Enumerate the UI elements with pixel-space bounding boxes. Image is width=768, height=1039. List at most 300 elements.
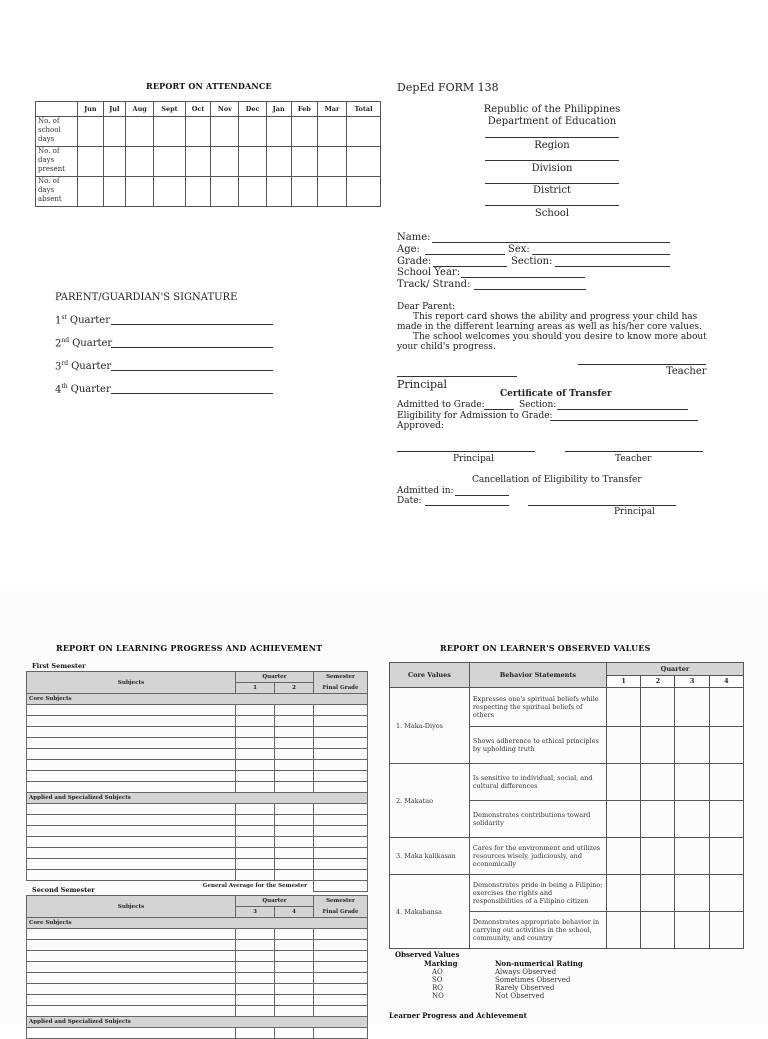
general-average-cell[interactable] [314,881,368,892]
quarter-header: Quarter [606,663,743,676]
transfer-title: Certificate of Transfer [500,389,612,399]
quarter-grade-cell[interactable] [236,870,275,881]
subject-name-cell[interactable] [27,749,236,760]
transfer-teacher-line[interactable] [565,451,703,452]
attendance-cell[interactable] [347,117,381,147]
quarter-signature-label [55,314,110,326]
school-field[interactable] [485,205,619,206]
attendance-cell[interactable] [103,117,125,147]
section-row [27,918,368,929]
attendance-cell[interactable] [317,147,346,177]
value-rating-cell[interactable] [675,801,709,838]
section-row [27,793,368,804]
quarter-grade-cell[interactable] [236,782,275,793]
value-rating-cell[interactable] [606,764,640,801]
attendance-cell[interactable] [185,117,211,147]
eligibility-label: Eligibility for Admission to Grade: [397,411,553,421]
subject-row [27,771,368,782]
attendance-cell[interactable] [239,147,266,177]
value-rating-cell[interactable] [675,912,709,949]
attendance-title: REPORT ON ATTENDANCE [146,81,272,91]
quarter-grade-cell[interactable] [236,815,275,826]
value-rating-cell[interactable] [606,875,640,912]
legend-rating: Always Observed [495,968,557,976]
legend-marking: AO [432,968,443,976]
legend-item [395,976,583,984]
subjects-header: Subjects [27,672,236,694]
quarter-ordinal: rd [61,360,69,367]
subject-name-cell[interactable] [27,826,236,837]
core-value-label: 1. Maka-Diyos [390,688,470,764]
rating-header: Non-numerical Rating [495,959,583,968]
legend-item [395,984,583,992]
quarter-1-header: 1 [606,675,640,688]
quarter-grade-cell[interactable] [236,951,275,962]
quarter-grade-cell[interactable] [275,705,314,716]
month-header: Jul [103,102,125,117]
subject-name-cell[interactable] [27,1006,236,1017]
quarter-grade-cell[interactable] [236,749,275,760]
applied-subjects-label: Applied and Specialized Subjects [27,793,368,804]
section-row [27,694,368,705]
value-rating-cell[interactable] [709,801,743,838]
quarter-grade-cell[interactable] [275,760,314,771]
teacher-signature-line[interactable] [578,364,706,365]
quarter-3-header: 3 [236,907,275,918]
subject-name-cell[interactable] [27,782,236,793]
quarter-grade-cell[interactable] [275,782,314,793]
subject-row [27,826,368,837]
legend-rating: Rarely Observed [495,984,555,992]
learning-title: REPORT ON LEARNING PROGRESS AND ACHIEVEMENT [56,643,323,653]
quarter-grade-cell[interactable] [236,738,275,749]
attendance-cell[interactable] [317,117,346,147]
attendance-cell[interactable] [103,147,125,177]
final-grade-cell[interactable] [314,962,368,973]
quarter-grade-cell[interactable] [275,716,314,727]
behavior-statements-header: Behavior Statements [469,663,606,688]
legend-header-row [395,959,583,968]
attendance-cell[interactable] [211,177,239,207]
quarter-3-header: 3 [675,675,709,688]
final-grade-cell[interactable] [314,815,368,826]
attendance-corner-cell [36,102,78,117]
month-header: Nov [211,102,239,117]
value-rating-cell[interactable] [641,727,675,764]
eligibility-field[interactable] [550,420,698,421]
quarter-grade-cell[interactable] [275,962,314,973]
legend-marking: SO [432,976,443,984]
quarter-grade-cell[interactable] [275,837,314,848]
attendance-cell[interactable] [154,147,185,177]
value-rating-cell[interactable] [709,912,743,949]
quarter-grade-cell[interactable] [236,929,275,940]
final-grade-cell[interactable] [314,837,368,848]
attendance-cell[interactable] [266,147,291,177]
quarter-grade-cell[interactable] [236,826,275,837]
final-grade-cell[interactable] [314,738,368,749]
quarter-grade-cell[interactable] [236,984,275,995]
quarter-signature-label [55,383,111,395]
subjects-header: Subjects [27,896,236,918]
behavior-statement: Is sensitive to individual, social, and cultural differences [469,764,606,801]
subject-name-cell[interactable] [27,984,236,995]
attendance-cell[interactable] [239,177,266,207]
second-semester-table [26,895,368,1039]
month-header: Mar [317,102,346,117]
quarter-grade-cell[interactable] [275,727,314,738]
quarter-grade-cell[interactable] [236,962,275,973]
department-label: Department of Education [487,116,617,127]
attendance-row [36,147,381,177]
subject-row [27,859,368,870]
quarter-2-header: 2 [275,683,314,694]
subject-row [27,1006,368,1017]
value-rating-cell[interactable] [641,838,675,875]
core-subjects-label: Core Subjects [27,918,368,929]
subject-name-cell[interactable] [27,837,236,848]
subject-name-cell[interactable] [27,951,236,962]
attendance-row-label: No. of school days [36,117,78,147]
value-rating-cell[interactable] [675,875,709,912]
subject-row [27,995,368,1006]
principal-signature-line[interactable] [397,376,517,377]
letter-paragraph2-line2: your child's progress. [397,342,496,352]
quarter-signature-field[interactable] [111,370,273,371]
subject-name-cell[interactable] [27,760,236,771]
subject-row [27,951,368,962]
quarter-grade-cell[interactable] [275,1028,314,1039]
teacher-label: Teacher [666,366,707,377]
final-grade-cell[interactable] [314,705,368,716]
district-field[interactable] [485,183,619,184]
value-rating-cell[interactable] [641,688,675,727]
letter-paragraph1-line1: This report card shows the ability and progress your child has [413,312,698,322]
subject-name-cell[interactable] [27,716,236,727]
subject-name-cell[interactable] [27,848,236,859]
attendance-cell[interactable] [211,147,239,177]
final-grade-cell[interactable] [314,1028,368,1039]
learner-progress-title: Learner Progress and Achievement [389,1011,527,1020]
attendance-cell[interactable] [291,177,317,207]
attendance-cell[interactable] [185,177,211,207]
quarter-4-header: 4 [709,675,743,688]
quarter-4-header: 4 [275,907,314,918]
subject-name-cell[interactable] [27,940,236,951]
quarter-signature-field[interactable] [111,324,273,325]
subject-name-cell[interactable] [27,973,236,984]
final-grade-cell[interactable] [314,826,368,837]
first-semester-label: First Semester [32,662,86,670]
attendance-row-label: No. of days absent [36,177,78,207]
subject-name-cell[interactable] [27,929,236,940]
final-grade-cell[interactable] [314,984,368,995]
value-rating-cell[interactable] [675,688,709,727]
republic-label: Republic of the Philippines [483,104,621,115]
value-rating-cell[interactable] [606,801,640,838]
attendance-cell[interactable] [78,117,104,147]
quarter-grade-cell[interactable] [236,771,275,782]
letter-paragraph2-line1: The school welcomes you should you desire to know more about [413,332,707,342]
letter-salutation: Dear Parent: [397,302,456,312]
final-grade-cell[interactable] [314,951,368,962]
final-grade-header-1: Semester [314,896,368,907]
marking-header: Marking [424,959,458,968]
form-number: DepEd FORM 138 [397,81,499,94]
values-header-row [390,663,744,676]
behavior-statement: Demonstrates pride in being a Filipino; exercises the rights and responsibilities of a Filipino citizen [469,875,606,912]
track-strand-field[interactable] [474,289,586,290]
transfer-section-field[interactable] [557,409,688,410]
subject-row [27,738,368,749]
attendance-row [36,177,381,207]
transfer-section-label: Section: [519,400,557,410]
subject-row [27,1028,368,1039]
age-label: Age: [397,244,420,255]
attendance-cell[interactable] [347,177,381,207]
quarter-word: Quarter [71,361,112,373]
subject-name-cell[interactable] [27,1028,236,1039]
quarter-grade-cell[interactable] [236,716,275,727]
quarter-grade-cell[interactable] [236,995,275,1006]
final-grade-cell[interactable] [314,973,368,984]
subject-row [27,870,368,881]
final-grade-header-1: Semester [314,672,368,683]
quarter-grade-cell[interactable] [236,1006,275,1017]
subject-row [27,984,368,995]
attendance-cell[interactable] [78,147,104,177]
admitted-in-field[interactable] [455,495,509,496]
cancellation-title: Cancellation of Eligibility to Transfer [472,475,642,485]
quarter-number: 2 [55,338,62,350]
quarter-grade-cell[interactable] [275,859,314,870]
final-grade-cell[interactable] [314,782,368,793]
quarter-grade-cell[interactable] [275,804,314,815]
final-grade-cell[interactable] [314,727,368,738]
quarter-grade-cell[interactable] [275,1006,314,1017]
quarter-word: Quarter [69,315,110,327]
transfer-teacher-label: Teacher [615,454,652,464]
quarter-grade-cell[interactable] [275,738,314,749]
value-rating-cell[interactable] [641,875,675,912]
region-label: Region [534,140,570,151]
attendance-cell[interactable] [291,117,317,147]
value-rating-cell[interactable] [675,838,709,875]
quarter-signature-field[interactable] [111,393,273,394]
quarter-grade-cell[interactable] [275,951,314,962]
attendance-cell[interactable] [126,147,154,177]
subject-row [27,749,368,760]
quarter-grade-cell[interactable] [275,984,314,995]
quarter-grade-cell[interactable] [275,771,314,782]
value-rating-cell[interactable] [709,688,743,727]
subject-name-cell[interactable] [27,727,236,738]
attendance-cell[interactable] [211,117,239,147]
approved-label: Approved: [397,421,444,431]
month-header: Jan [266,102,291,117]
section-field[interactable] [555,266,670,267]
subject-row [27,716,368,727]
observed-values-legend [395,950,583,1000]
cancellation-principal-label: Principal [614,507,655,517]
attendance-cell[interactable] [126,117,154,147]
cancellation-principal-line[interactable] [528,505,676,506]
track-strand-label: Track/ Strand: [397,279,471,290]
admitted-grade-field[interactable] [484,409,514,410]
value-rating-cell[interactable] [675,764,709,801]
quarter-ordinal: th [61,383,68,390]
quarter-grade-cell[interactable] [275,995,314,1006]
legend-marking: RO [432,984,444,992]
attendance-cell[interactable] [103,177,125,207]
division-label: Division [531,163,573,174]
sex-field[interactable] [532,254,670,255]
month-header: Sept [154,102,185,117]
value-row [390,838,744,875]
core-values-header: Core Values [390,663,470,688]
quarter-grade-cell[interactable] [275,940,314,951]
quarter-header: Quarter [236,896,314,907]
quarter-signature-label [55,360,111,372]
observed-values-table [389,662,744,949]
attendance-cell[interactable] [126,177,154,207]
behavior-statement: Shows adherence to ethical principles by upholding truth [469,727,606,764]
core-value-label: 2. Makatao [390,764,470,838]
total-header: Total [347,102,381,117]
subject-name-cell[interactable] [27,771,236,782]
final-grade-cell[interactable] [314,870,368,881]
admitted-grade-label: Admitted to Grade: [397,400,485,410]
quarter-word: Quarter [70,384,111,396]
date-field[interactable] [425,505,509,506]
final-grade-cell[interactable] [314,995,368,1006]
final-grade-cell[interactable] [314,1006,368,1017]
subject-name-cell[interactable] [27,815,236,826]
value-rating-cell[interactable] [709,838,743,875]
value-rating-cell[interactable] [709,764,743,801]
value-rating-cell[interactable] [641,764,675,801]
subject-name-cell[interactable] [27,705,236,716]
value-rating-cell[interactable] [606,688,640,727]
legend-title: Observed Values [395,950,460,959]
letter-paragraph1-line2: made in the different learning areas as well as his/her core values. [397,322,702,332]
behavior-statement: Expresses one's spiritual beliefs while respecting the spiritual beliefs of others [469,688,606,727]
final-grade-cell[interactable] [314,760,368,771]
district-label: District [533,185,571,196]
quarter-grade-cell[interactable] [275,826,314,837]
general-average-label: General Average for the Semester [202,883,307,890]
school-year-field[interactable] [461,277,585,278]
attendance-cell[interactable] [291,147,317,177]
region-field[interactable] [485,137,619,138]
value-rating-cell[interactable] [641,912,675,949]
name-field[interactable] [432,242,670,243]
quarter-grade-cell[interactable] [236,848,275,859]
attendance-cell[interactable] [266,177,291,207]
value-rating-cell[interactable] [709,727,743,764]
final-grade-cell[interactable] [314,848,368,859]
value-rating-cell[interactable] [709,875,743,912]
final-grade-cell[interactable] [314,771,368,782]
quarter-grade-cell[interactable] [236,705,275,716]
quarter-grade-cell[interactable] [236,727,275,738]
quarter-grade-cell[interactable] [275,749,314,760]
legend-item [395,968,583,976]
quarter-grade-cell[interactable] [275,815,314,826]
quarter-grade-cell[interactable] [275,929,314,940]
value-rating-cell[interactable] [606,912,640,949]
subject-name-cell[interactable] [27,962,236,973]
final-grade-cell[interactable] [314,929,368,940]
month-header: Feb [291,102,317,117]
quarter-grade-cell[interactable] [236,940,275,951]
value-rating-cell[interactable] [675,727,709,764]
quarter-2-header: 2 [641,675,675,688]
final-grade-header-2: Final Grade [314,683,368,694]
school-year-label: School Year: [397,267,461,278]
behavior-statement: Demonstrates appropriate behavior in carrying out activities in the school, community, and country [469,912,606,949]
attendance-cell[interactable] [239,117,266,147]
subject-row [27,973,368,984]
attendance-cell[interactable] [154,177,185,207]
subject-name-cell[interactable] [27,804,236,815]
final-grade-cell[interactable] [314,716,368,727]
subject-row [27,782,368,793]
section-label: Section: [511,256,553,267]
quarter-number: 3 [55,361,62,373]
value-rating-cell[interactable] [606,727,640,764]
attendance-cell[interactable] [78,177,104,207]
subject-name-cell[interactable] [27,995,236,1006]
quarter-grade-cell[interactable] [236,837,275,848]
quarter-word: Quarter [72,338,113,350]
header-row [27,672,368,683]
subject-name-cell[interactable] [27,859,236,870]
attendance-cell[interactable] [347,147,381,177]
value-rating-cell[interactable] [641,801,675,838]
final-grade-cell[interactable] [314,749,368,760]
quarter-grade-cell[interactable] [236,804,275,815]
subject-name-cell[interactable] [27,870,236,881]
subject-name-cell[interactable] [27,738,236,749]
attendance-cell[interactable] [266,117,291,147]
attendance-cell[interactable] [154,117,185,147]
division-field[interactable] [485,160,619,161]
month-header: Aug [126,102,154,117]
second-semester-label: Second Semester [32,886,95,894]
final-grade-cell[interactable] [314,859,368,870]
quarter-signature-label [55,337,112,349]
quarter-signature-field[interactable] [111,347,273,348]
quarter-grade-cell[interactable] [275,848,314,859]
month-header: Jun [78,102,104,117]
subject-row [27,848,368,859]
attendance-table [35,101,381,207]
final-grade-cell[interactable] [314,940,368,951]
attendance-cell[interactable] [317,177,346,207]
quarter-grade-cell[interactable] [275,973,314,984]
age-field[interactable] [425,254,505,255]
quarter-grade-cell[interactable] [275,870,314,881]
value-rating-cell[interactable] [606,838,640,875]
quarter-grade-cell[interactable] [236,859,275,870]
attendance-cell[interactable] [185,147,211,177]
quarter-grade-cell[interactable] [236,1028,275,1039]
quarter-grade-cell[interactable] [236,760,275,771]
transfer-principal-line[interactable] [397,451,535,452]
quarter-grade-cell[interactable] [236,973,275,984]
final-grade-cell[interactable] [314,804,368,815]
